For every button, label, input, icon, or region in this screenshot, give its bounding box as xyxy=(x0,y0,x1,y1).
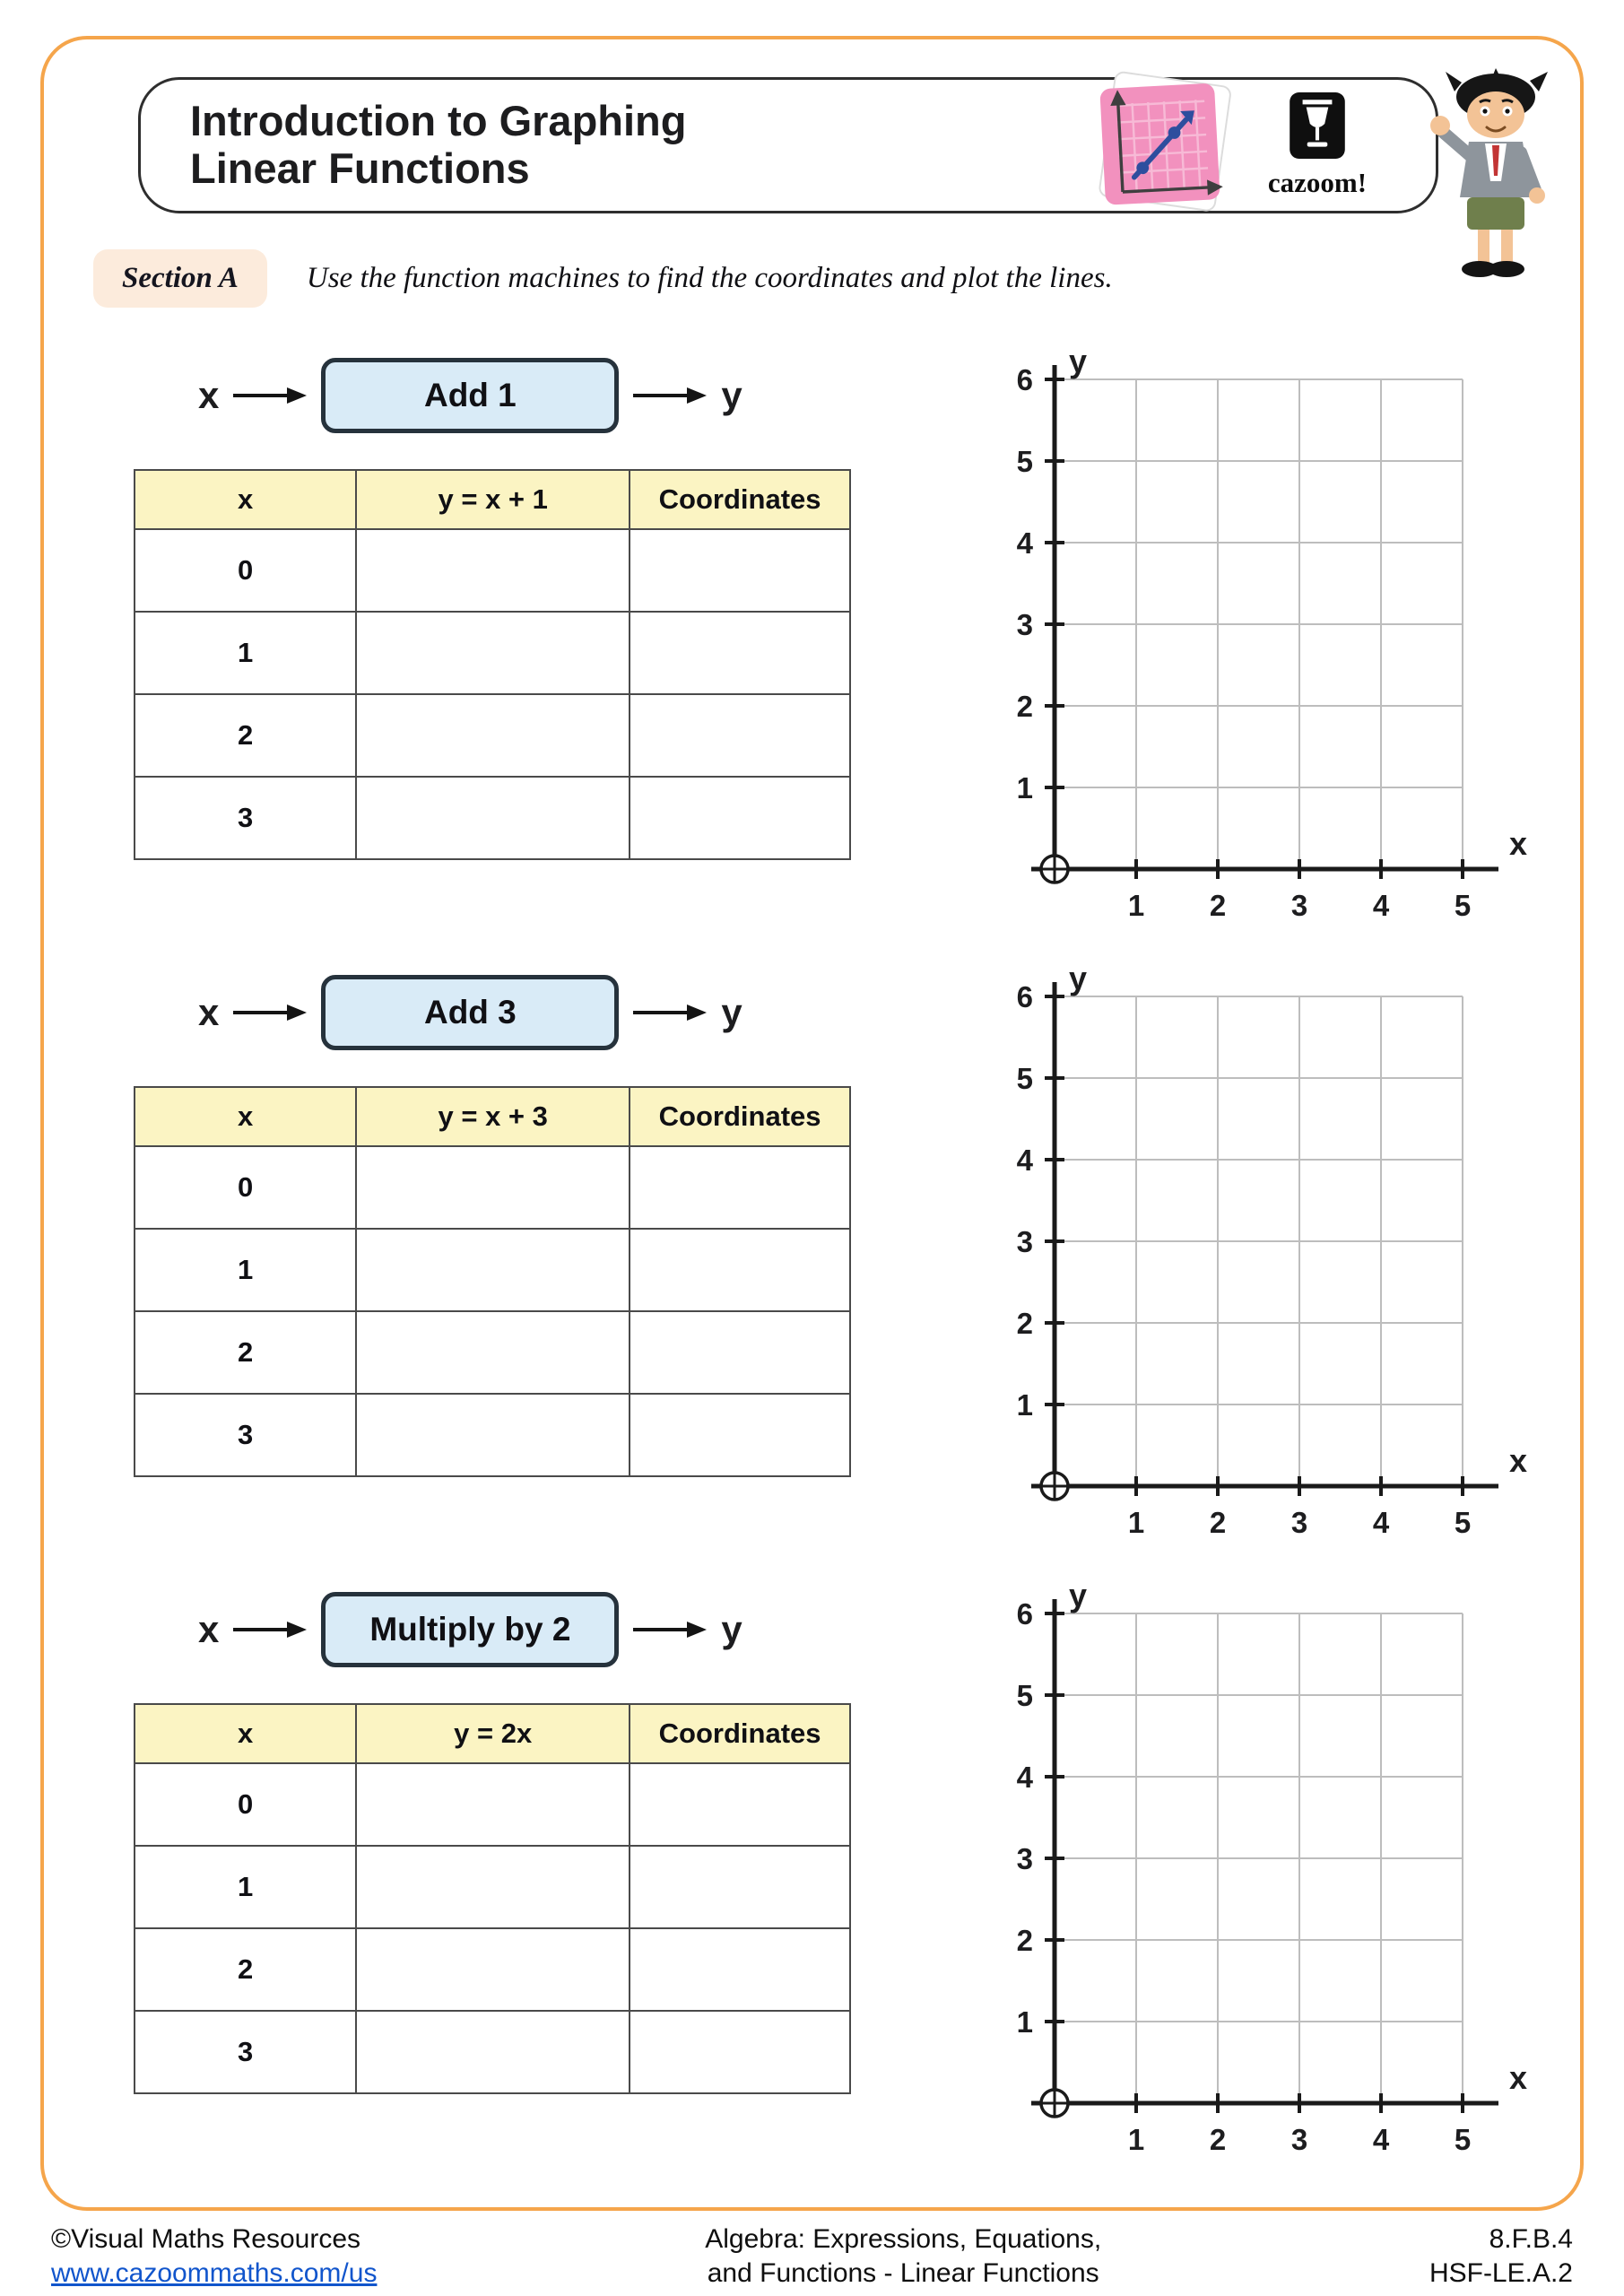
function-machine-3 xyxy=(198,1592,900,1667)
answer-cell-coordinates xyxy=(630,1394,850,1476)
svg-text:4: 4 xyxy=(1016,1144,1033,1177)
svg-text:6: 6 xyxy=(1016,980,1033,1013)
answer-cell-coordinates xyxy=(630,777,850,859)
svg-text:4: 4 xyxy=(1372,2123,1390,2156)
question-block-2 xyxy=(93,955,1580,1542)
table-row xyxy=(135,1928,850,2011)
table-row xyxy=(135,1146,850,1229)
answer-cell-y xyxy=(356,612,630,694)
svg-text:4: 4 xyxy=(1372,1506,1390,1539)
svg-text:2: 2 xyxy=(1016,690,1033,723)
question-block-3 xyxy=(93,1572,1580,2159)
svg-text:5: 5 xyxy=(1016,1679,1033,1712)
answer-cell-coordinates xyxy=(630,1311,850,1394)
table-row xyxy=(135,1763,850,1846)
coordinate-grid-3 xyxy=(990,1572,1541,2159)
arrow-right-icon xyxy=(231,1001,308,1024)
answer-cell-y xyxy=(356,694,630,777)
svg-text:3: 3 xyxy=(1016,1225,1033,1258)
answer-cell-coordinates xyxy=(630,1763,850,1846)
cazoom-logo xyxy=(1246,91,1389,199)
svg-text:3: 3 xyxy=(1290,889,1308,922)
svg-text:1: 1 xyxy=(1127,889,1145,922)
x-value-cell: 0 xyxy=(135,529,356,612)
x-value-cell: 2 xyxy=(135,694,356,777)
table-row xyxy=(135,2011,850,2093)
section-a-row xyxy=(93,249,1580,308)
svg-text:2: 2 xyxy=(1016,1924,1033,1957)
answer-cell-coordinates xyxy=(630,694,850,777)
svg-text:x: x xyxy=(1509,1442,1528,1479)
svg-text:4: 4 xyxy=(1372,889,1390,922)
svg-text:2: 2 xyxy=(1209,889,1227,922)
svg-text:y: y xyxy=(1069,960,1088,996)
svg-text:1: 1 xyxy=(1016,2005,1033,2039)
x-value-cell: 0 xyxy=(135,1146,356,1229)
page-title xyxy=(190,98,686,192)
machine-operation-box: Add 3 xyxy=(321,975,619,1050)
coordinate-grid-2 xyxy=(990,955,1541,1542)
answer-cell-y xyxy=(356,1394,630,1476)
svg-text:3: 3 xyxy=(1016,608,1033,641)
svg-text:y: y xyxy=(1069,1577,1088,1613)
answer-cell-coordinates xyxy=(630,1229,850,1311)
svg-text:1: 1 xyxy=(1016,771,1033,804)
table-header-x: x xyxy=(135,1704,356,1763)
topic-line-2: and Functions - Linear Functions xyxy=(707,2257,1099,2288)
arrow-right-icon xyxy=(231,1618,308,1641)
table-row xyxy=(135,612,850,694)
function-machine-1 xyxy=(198,358,900,433)
table-header-coordinates: Coordinates xyxy=(630,470,850,529)
cazoom-logo-text: cazoom! xyxy=(1267,167,1368,198)
table-row xyxy=(135,1229,850,1311)
answer-cell-y xyxy=(356,529,630,612)
values-table-2 xyxy=(134,1086,851,1477)
answer-cell-y xyxy=(356,2011,630,2093)
svg-text:3: 3 xyxy=(1290,2123,1308,2156)
x-value-cell: 1 xyxy=(135,612,356,694)
table-row xyxy=(135,1311,850,1394)
svg-text:5: 5 xyxy=(1016,445,1033,478)
table-row xyxy=(135,777,850,859)
table-row xyxy=(135,1394,850,1476)
title-line-1: Introduction to Graphing xyxy=(190,97,687,145)
svg-text:5: 5 xyxy=(1454,889,1472,922)
standard-code-2: HSF-LE.A.2 xyxy=(1429,2257,1573,2288)
table-header-row xyxy=(135,1087,850,1146)
svg-text:6: 6 xyxy=(1016,1597,1033,1631)
cazoom-logo-icon xyxy=(1288,91,1347,161)
svg-text:y: y xyxy=(1069,343,1088,379)
svg-text:5: 5 xyxy=(1454,1506,1472,1539)
answer-cell-y xyxy=(356,1146,630,1229)
topic-line-1: Algebra: Expressions, Equations, xyxy=(705,2224,1102,2254)
values-table-1 xyxy=(134,469,851,860)
table-row xyxy=(135,529,850,612)
table-row xyxy=(135,1846,850,1928)
answer-cell-coordinates xyxy=(630,612,850,694)
machine-output-label: y xyxy=(721,374,743,416)
arrow-right-icon xyxy=(631,384,708,407)
svg-text:4: 4 xyxy=(1016,1761,1033,1794)
question-block-1 xyxy=(93,338,1580,925)
svg-text:x: x xyxy=(1509,2059,1528,2096)
x-value-cell: 2 xyxy=(135,1311,356,1394)
instruction-text: Use the function machines to find the coordinates and plot the lines. xyxy=(306,262,1113,294)
table-header-x: x xyxy=(135,1087,356,1146)
arrow-right-icon xyxy=(631,1001,708,1024)
graph-chart-icon xyxy=(1087,65,1241,225)
x-value-cell: 2 xyxy=(135,1928,356,2011)
table-header-formula: y = x + 3 xyxy=(356,1087,630,1146)
svg-text:3: 3 xyxy=(1290,1506,1308,1539)
answer-cell-coordinates xyxy=(630,2011,850,2093)
machine-operation-box: Multiply by 2 xyxy=(321,1592,619,1667)
svg-text:1: 1 xyxy=(1127,1506,1145,1539)
machine-input-label: x xyxy=(198,374,220,416)
svg-text:3: 3 xyxy=(1016,1842,1033,1875)
table-header-formula: y = 2x xyxy=(356,1704,630,1763)
table-row xyxy=(135,694,850,777)
svg-text:6: 6 xyxy=(1016,363,1033,396)
values-table-3 xyxy=(134,1703,851,2094)
machine-output-label: y xyxy=(721,991,743,1033)
answer-cell-y xyxy=(356,777,630,859)
answer-cell-y xyxy=(356,1846,630,1928)
student-cartoon-illustration xyxy=(1424,63,1568,287)
table-header-x: x xyxy=(135,470,356,529)
title-line-2: Linear Functions xyxy=(190,144,530,192)
svg-text:4: 4 xyxy=(1016,526,1033,560)
svg-text:x: x xyxy=(1509,825,1528,862)
arrow-right-icon xyxy=(231,384,308,407)
answer-cell-y xyxy=(356,1763,630,1846)
answer-cell-coordinates xyxy=(630,1846,850,1928)
title-box xyxy=(138,77,1438,213)
svg-text:2: 2 xyxy=(1016,1307,1033,1340)
website-link[interactable]: www.cazoommaths.com/us xyxy=(51,2257,378,2288)
answer-cell-coordinates xyxy=(630,529,850,612)
worksheet-header xyxy=(93,77,1580,213)
svg-text:5: 5 xyxy=(1016,1062,1033,1095)
x-value-cell: 3 xyxy=(135,1394,356,1476)
table-header-coordinates: Coordinates xyxy=(630,1087,850,1146)
table-header-formula: y = x + 1 xyxy=(356,470,630,529)
machine-input-label: x xyxy=(198,1608,220,1650)
section-label: Section A xyxy=(93,249,267,308)
worksheet-page-frame xyxy=(40,36,1584,2211)
machine-output-label: y xyxy=(721,1608,743,1650)
arrow-right-icon xyxy=(631,1618,708,1641)
table-header-row xyxy=(135,1704,850,1763)
x-value-cell: 3 xyxy=(135,777,356,859)
svg-text:1: 1 xyxy=(1016,1388,1033,1422)
answer-cell-coordinates xyxy=(630,1928,850,2011)
svg-text:2: 2 xyxy=(1209,1506,1227,1539)
svg-text:1: 1 xyxy=(1127,2123,1145,2156)
standard-code-1: 8.F.B.4 xyxy=(1489,2224,1573,2254)
answer-cell-y xyxy=(356,1229,630,1311)
answer-cell-y xyxy=(356,1311,630,1394)
x-value-cell: 3 xyxy=(135,2011,356,2093)
table-header-coordinates: Coordinates xyxy=(630,1704,850,1763)
answer-cell-y xyxy=(356,1928,630,2011)
x-value-cell: 0 xyxy=(135,1763,356,1846)
page-footer xyxy=(40,2222,1584,2290)
machine-input-label: x xyxy=(198,991,220,1033)
x-value-cell: 1 xyxy=(135,1846,356,1928)
table-header-row xyxy=(135,470,850,529)
svg-text:2: 2 xyxy=(1209,2123,1227,2156)
machine-operation-box: Add 1 xyxy=(321,358,619,433)
svg-text:5: 5 xyxy=(1454,2123,1472,2156)
function-machine-2 xyxy=(198,975,900,1050)
coordinate-grid-1 xyxy=(990,338,1541,925)
copyright-text: ©Visual Maths Resources xyxy=(51,2224,361,2254)
x-value-cell: 1 xyxy=(135,1229,356,1311)
answer-cell-coordinates xyxy=(630,1146,850,1229)
